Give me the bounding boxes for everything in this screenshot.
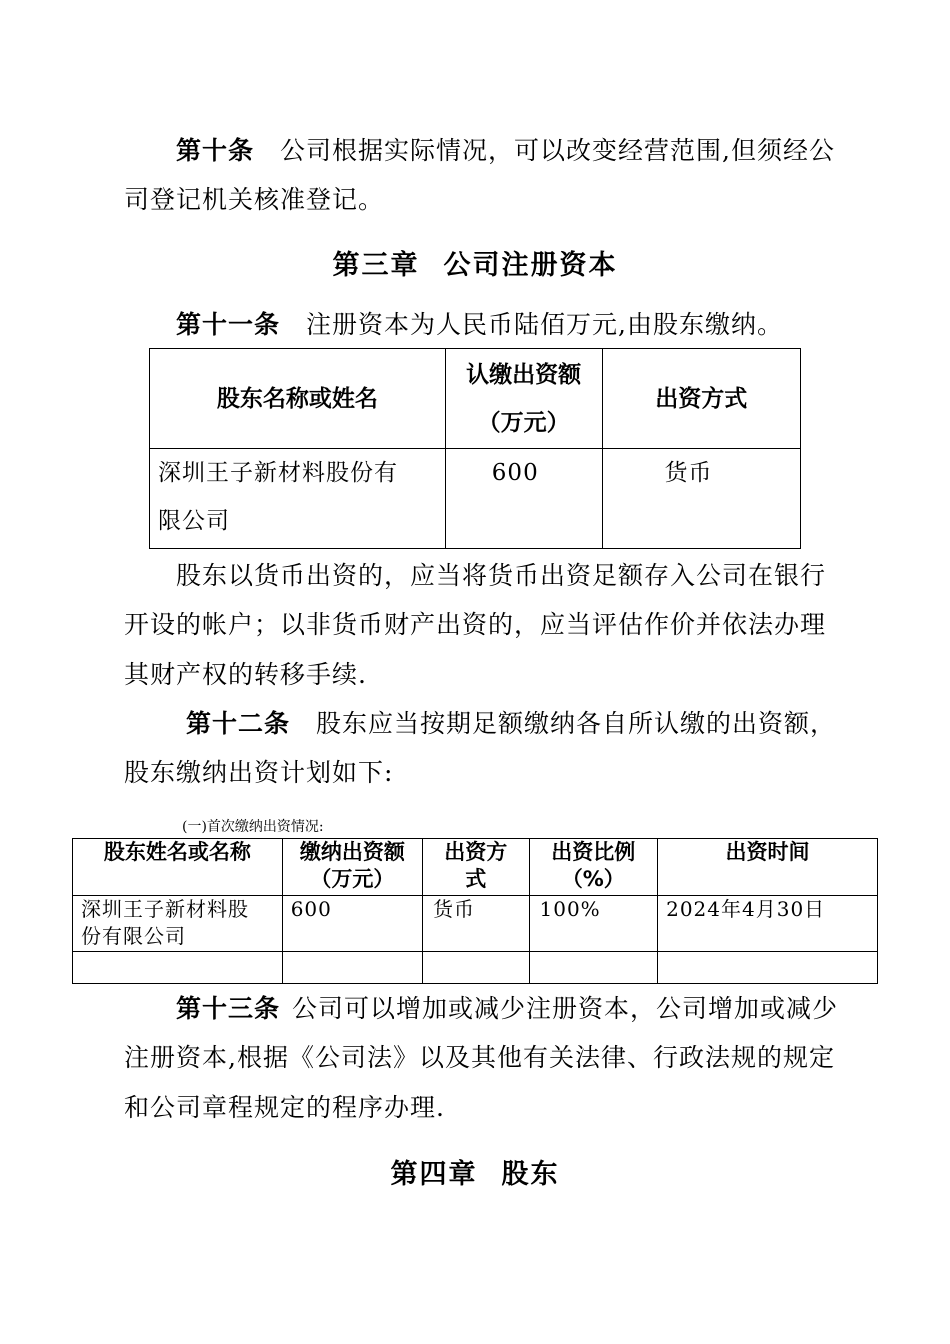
- article-12-line-2: 股东缴纳出资计划如下:: [124, 758, 394, 787]
- chapter-3-label: 第三章: [332, 250, 420, 281]
- cell-ratio: 100%: [529, 896, 658, 952]
- article-10-line-1: [176, 126, 856, 176]
- money-paragraph-line-1: 股东以货币出资的，应当将货币出资足额存入公司在银行: [176, 561, 827, 590]
- capital-table: [149, 348, 801, 549]
- header-shareholder-name: 股东名称或姓名: [150, 349, 446, 449]
- chapter-4-heading: [0, 1152, 950, 1191]
- header-ratio-line-2: （%）: [561, 867, 625, 891]
- money-paragraph-line-2: 开设的帐户；以非货币财产出资的，应当评估作价并依法办理: [124, 610, 827, 639]
- chapter-3-heading: [0, 243, 950, 282]
- article-12-text-1: 股东应当按期足额缴纳各自所认缴的出资额，: [316, 709, 837, 738]
- empty-cell: [73, 952, 283, 984]
- cell-paid-amount: 600: [282, 896, 422, 952]
- article-11-text: 注册资本为人民币陆佰万元,由股东缴纳。: [306, 310, 783, 339]
- cell-shareholder-name-line-2: 限公司: [158, 508, 230, 534]
- article-10-line-2: 司登记机关核准登记。: [124, 185, 385, 214]
- cell-method: 货币: [423, 896, 529, 952]
- chapter-4-title: 股东: [501, 1159, 560, 1190]
- cell-contribution-method: 货币: [602, 449, 801, 549]
- cell-payment-time: 2024年4月30日: [658, 896, 878, 952]
- article-13-line-1: [176, 984, 856, 1034]
- empty-cell: [658, 952, 878, 984]
- first-payment-header-row: [73, 839, 878, 896]
- article-11-label: 第十一条: [176, 310, 281, 339]
- article-10-text-1: 公司根据实际情况，可以改变经营范围,但须经公: [280, 136, 835, 165]
- header-contribution-method: 出资方式: [602, 349, 801, 449]
- header-method: [423, 839, 529, 896]
- first-payment-caption: (一)首次缴纳出资情况:: [182, 819, 324, 835]
- header-payment-time: 出资时间: [658, 839, 878, 896]
- empty-cell: [282, 952, 422, 984]
- table-row-empty: [73, 952, 878, 984]
- header-paid-amount: [282, 839, 422, 896]
- table-row: [150, 449, 801, 549]
- money-paragraph-line-3: 其财产权的转移手续.: [124, 660, 367, 689]
- header-method-line-1: 出资方: [444, 840, 508, 864]
- empty-cell: [423, 952, 529, 984]
- article-13-line-3: 和公司章程规定的程序办理.: [124, 1093, 445, 1122]
- article-11: [176, 300, 856, 350]
- header-method-line-2: 式: [465, 867, 487, 891]
- cell-shareholder-name-2-line-2: 份有限公司: [81, 924, 186, 948]
- article-13-text-1: 公司可以增加或减少注册资本，公司增加或减少: [292, 994, 839, 1023]
- article-13-line-2: 注册资本,根据《公司法》以及其他有关法律、行政法规的规定: [124, 1043, 835, 1072]
- cell-shareholder-name-2-line-1: 深圳王子新材料股: [81, 897, 249, 921]
- article-13-label: 第十三条: [176, 994, 281, 1023]
- chapter-3-title: 公司注册资本: [443, 250, 618, 281]
- header-subscribed-amount-line-1: 认缴出资额: [466, 361, 582, 388]
- header-ratio: [529, 839, 658, 896]
- chapter-4-label: 第四章: [390, 1159, 478, 1190]
- capital-table-header-row: [150, 349, 801, 449]
- header-paid-amount-line-1: 缴纳出资额: [299, 840, 405, 864]
- header-paid-amount-line-2: （万元）: [310, 867, 395, 891]
- cell-subscribed-amount: 600: [445, 449, 602, 549]
- header-subscribed-amount-line-2: （万元）: [477, 409, 570, 436]
- empty-cell: [529, 952, 658, 984]
- article-10-label: 第十条: [176, 136, 255, 165]
- article-12-label: 第十二条: [186, 709, 291, 738]
- table-row: [73, 896, 878, 952]
- cell-shareholder-name-2: [73, 896, 283, 952]
- header-subscribed-amount: [445, 349, 602, 449]
- article-12-line-1: [186, 699, 866, 749]
- header-shareholder-name-2: 股东姓名或名称: [73, 839, 283, 896]
- header-ratio-line-1: 出资比例: [551, 840, 636, 864]
- first-payment-table: [72, 838, 878, 984]
- cell-shareholder-name-line-1: 深圳王子新材料股份有: [158, 460, 398, 486]
- cell-shareholder-name: [150, 449, 446, 549]
